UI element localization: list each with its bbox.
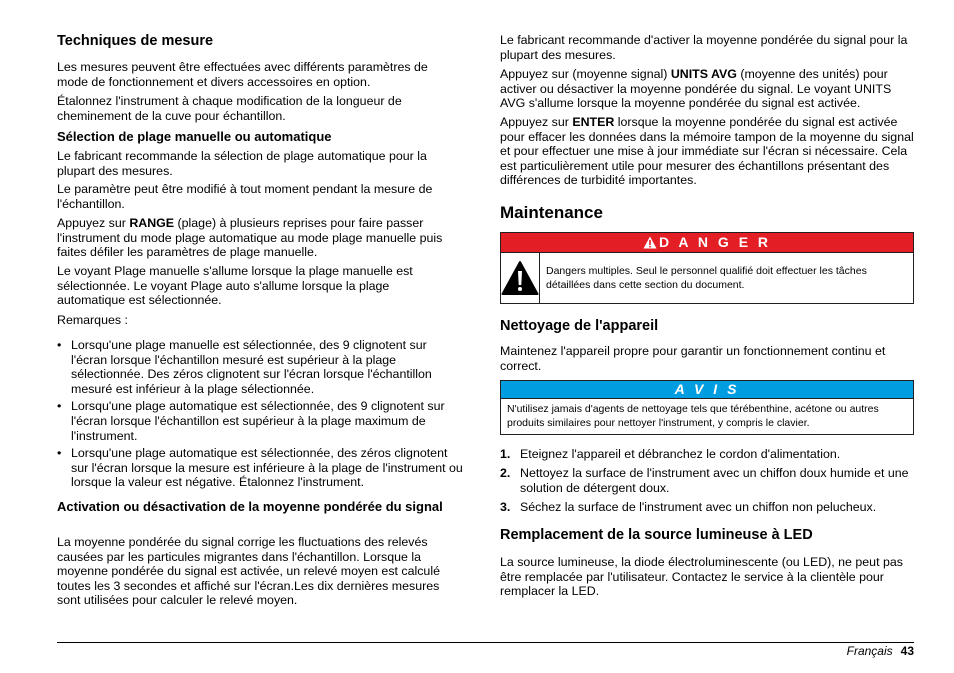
avg-paragraph: La moyenne pondérée du signal corrige les fluctuations des relevés causées par les particules migrantes dans l'échantillon. Lorsque la moyenne pondérée du signal est activée, un relevé moyen est calculé toutes les 3 secondes et affiché sur l'écran.Les dix dernières mesures sont utilisées pour calculer le relevé moyen. <box>57 535 440 608</box>
footer-language: Français <box>846 644 893 658</box>
hazard-icon <box>501 260 539 296</box>
page-number: 43 <box>900 644 914 658</box>
notice-box <box>500 380 914 435</box>
avg-heading: Activation ou désactivation de la moyenne pondérée du signal <box>57 499 443 514</box>
enter-paragraph: Appuyez sur ENTER lorsque la moyenne pondérée du signal est activée pour effacer les données dans la mémoire tampon de la moyenne du signal et pour effectuer une mise à jour immédiate sur l'écran si nécessaire. Cela est particulièrement utile pour mesurer des échantillons présentant des différences de turbidité importantes. <box>500 115 914 188</box>
intro-paragraph: Les mesures peuvent être effectuées avec différents paramètres de mode de fonctionnement et divers accessoires en option. <box>57 60 428 89</box>
remarks-list <box>57 338 463 493</box>
danger-body <box>501 253 913 303</box>
danger-label: D A N G E R <box>658 234 772 250</box>
list-item: 3. Séchez la surface de l'instrument avec un chiffon non pelucheux. <box>500 499 877 514</box>
range-heading: Sélection de plage manuelle ou automatique <box>57 129 332 144</box>
maintenance-title: Maintenance <box>500 203 603 222</box>
avg-recommend-paragraph: Le fabricant recommande d'activer la moyenne pondérée du signal pour la plupart des mesures. <box>500 33 908 62</box>
enter-key: ENTER <box>572 115 615 129</box>
cleaning-paragraph: Maintenez l'appareil propre pour garantir un fonctionnement continu et correct. <box>500 344 886 373</box>
danger-header <box>501 233 913 253</box>
footer-divider <box>57 642 914 643</box>
units-avg-key: UNITS AVG <box>670 67 737 81</box>
list-item: • Lorsqu'une plage automatique est sélectionnée, des zéros clignotent sur l'écran lorsque la mesure est inférieure à la plage de l'instrument ou lorsque la valeur est négative. Étalonnez l'instrument. <box>57 446 463 490</box>
range-paragraph-3: Appuyez sur RANGE (plage) à plusieurs reprises pour faire passer l'instrument du mode plage automatique au mode plage manuelle puis faites défiler les paramètres de plage manuelle. <box>57 216 443 260</box>
range-paragraph-1: Le fabricant recommande la sélection de plage automatique pour la plupart des mesures. <box>57 149 427 178</box>
cleaning-heading: Nettoyage de l'appareil <box>500 318 659 334</box>
led-heading: Remplacement de la source lumineuse à LED <box>500 527 813 543</box>
list-item: 1. Eteignez l'appareil et débranchez le cordon d'alimentation. <box>500 447 841 461</box>
range-key: RANGE <box>129 216 175 230</box>
warning-triangle-icon <box>643 235 657 254</box>
notice-label: A V I S <box>501 381 913 399</box>
units-avg-paragraph: Appuyez sur (moyenne signal) UNITS AVG (moyenne des unités) pour activer ou désactiver la moyenne pondérée du signal. Le voyant UNITS AVG s'allume lorsque la moyenne pondérée du signal est activée. <box>500 67 892 111</box>
remarks-label: Remarques : <box>57 313 128 327</box>
list-item: • Lorsqu'une plage automatique est sélectionnée, des 9 clignotent sur l'écran lorsque l'échantillon est supérieur à la plage maximum de l'instrument. <box>57 399 445 443</box>
cleaning-steps <box>500 447 914 519</box>
danger-box <box>500 232 914 304</box>
range-paragraph-4: Le voyant Plage manuelle s'allume lorsque la plage manuelle est sélectionnée. Le voyant Plage auto s'allume lorsque la plage automatique est sélectionnée. <box>57 264 413 308</box>
danger-text: Dangers multiples. Seul le personnel qualifié doit effectuer les tâches détaillées dans cette section du document. <box>546 265 867 291</box>
danger-icon-cell <box>501 253 540 303</box>
notice-text: N'utilisez jamais d'agents de nettoyage tels que térébenthine, acétone ou autres produits similaires pour nettoyer l'instrument, y compris le clavier. <box>507 403 879 429</box>
section-title-techniques: Techniques de mesure <box>57 33 214 49</box>
led-paragraph: La source lumineuse, la diode électroluminescente (ou LED), ne peut pas être remplacée par l'utilisateur. Contactez le service à la clientèle pour remplacer la LED. <box>500 555 903 599</box>
range-paragraph-2: Le paramètre peut être modifié à tout moment pendant la mesure de l'échantillon. <box>57 182 433 211</box>
list-item: 2. Nettoyez la surface de l'instrument avec un chiffon doux humide et une solution de détergent doux. <box>500 466 909 495</box>
list-item: • Lorsqu'une plage manuelle est sélectionnée, des 9 clignotent sur l'écran lorsque l'échantillon mesuré est supérieur à la plage sélectionnée. Des zéros clignotent sur l'écran lorsque l'échantillon mesuré est inférieur à la plage sélectionnée. <box>57 338 432 396</box>
calibration-paragraph: Étalonnez l'instrument à chaque modification de la longueur de cheminement de la cuve pour échantillon. <box>57 94 402 123</box>
page-footer <box>847 644 914 658</box>
